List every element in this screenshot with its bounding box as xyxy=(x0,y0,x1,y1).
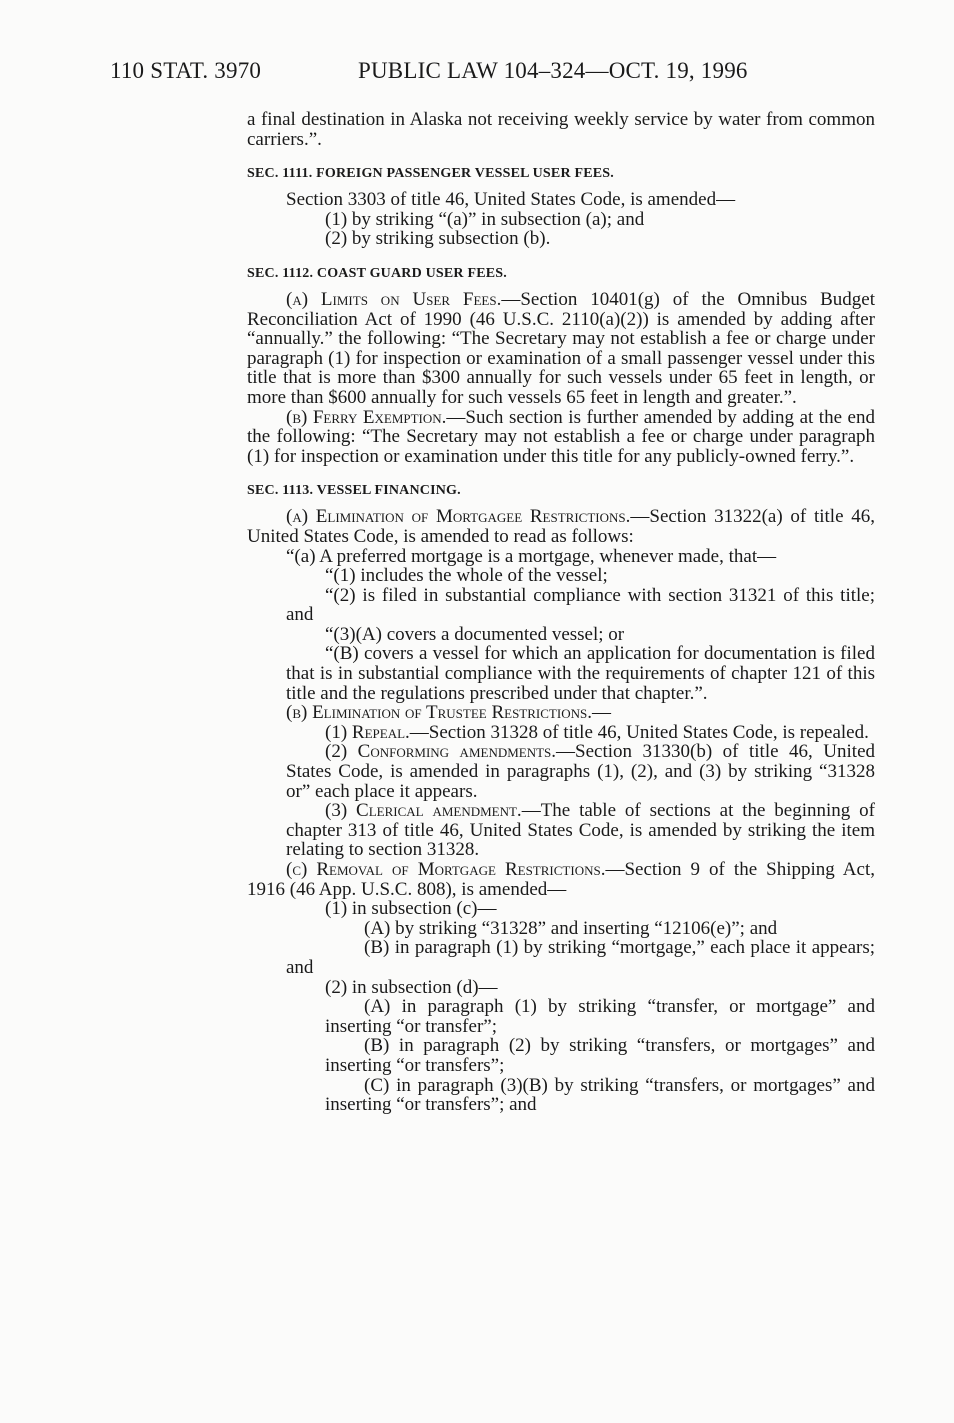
section-heading-1112: SEC. 1112. COAST GUARD USER FEES. xyxy=(247,265,507,281)
list-item: (2) in subsection (d)— xyxy=(325,976,498,998)
subsection-text: —Section 31322(a) of title 46, United States Code, is amended to read as follows: xyxy=(247,506,875,547)
list-item: (2) by striking subsection (b). xyxy=(325,228,551,250)
paragraph-heading: (1) Repeal. xyxy=(325,721,410,743)
list-item: (B) in paragraph (1) by striking “mortgage,” each place it appears; and xyxy=(286,937,875,978)
quoted-paragraph: “(B) covers a vessel for which an application for documentation is filed that is in substantial compliance with the requirements of chapter 121 of this title and the regulations prescribed under that chapter.”. xyxy=(286,643,875,704)
list-item: (1) in subsection (c)— xyxy=(325,898,497,920)
public-law-citation: PUBLIC LAW 104–324—OCT. 19, 1996 xyxy=(358,58,748,83)
subsection-text: —Such section is further amended by adding at the end the following: “The Secretary may not establish a fee or charge under paragraph (1) for inspection or examination under this title for any publicly-owned ferry.”. xyxy=(247,406,875,467)
section-heading-1113: SEC. 1113. VESSEL FINANCING. xyxy=(247,483,461,499)
subsection-text: —Section 10401(g) of the Omnibus Budget Reconciliation Act of 1990 (46 U.S.C. 2110(a)(2)) is amended by adding after “annually.” the following: “The Secretary may not establish a fee or charge under paragraph (1) for inspection or examination of a small passenger vessel under this title that is more than $300 annually for such vessels under 65 feet in length, or more than $600 annually for such vessels 65 feet in length and greater.”. xyxy=(247,288,875,408)
paragraph xyxy=(247,723,875,743)
paragraph xyxy=(247,703,875,723)
paragraph xyxy=(247,860,875,899)
quoted-paragraph: “(1) includes the whole of the vessel; xyxy=(325,565,608,587)
list-item: (A) by striking “31328” and inserting “12106(e)”; and xyxy=(364,917,778,939)
subsection-heading: (a) Limits on User Fees. xyxy=(286,288,502,310)
quoted-paragraph: “(2) is filed in substantial compliance with section 31321 of this title; and xyxy=(286,584,875,626)
quoted-paragraph: “(a) A preferred mortgage is a mortgage, whenever made, that— xyxy=(286,545,777,567)
subsection-heading: (b) Elimination of Trustee Restrictions. xyxy=(286,702,592,724)
paragraph-text: —The table of sections at the beginning of chapter 313 of title 46, United States Code, is amended by striking the item relating to section 31328. xyxy=(286,800,875,861)
paragraph xyxy=(247,801,875,860)
document-body xyxy=(247,110,875,1115)
list-item: (A) in paragraph (1) by striking “transfer, or mortgage” and inserting “or transfer”; xyxy=(325,996,875,1037)
subsection-heading: (a) Elimination of Mortgagee Restrictions. xyxy=(286,506,631,528)
quoted-paragraph: “(3)(A) covers a documented vessel; or xyxy=(325,623,625,645)
paragraph xyxy=(247,507,875,546)
section-heading-1111: SEC. 1111. FOREIGN PASSENGER VESSEL USER FEES. xyxy=(247,166,614,182)
subsection-text: — xyxy=(591,702,611,724)
paragraph-heading: (3) Clerical amendment. xyxy=(325,800,522,822)
paragraph-text: —Section 31330(b) of title 46, United States Code, is amended in paragraphs (1), (2), and (3) by striking “31328 or” each place it appears. xyxy=(286,741,876,802)
paragraph: a final destination in Alaska not receiving weekly service by water from common carriers.”. xyxy=(247,109,875,150)
paragraph xyxy=(247,742,875,801)
list-item: (C) in paragraph (3)(B) by striking “transfers, or mortgages” and inserting “or transfers”; and xyxy=(325,1074,875,1116)
subsection-heading: (c) Removal of Mortgage Restrictions. xyxy=(286,859,606,880)
paragraph: Section 3303 of title 46, United States Code, is amended— xyxy=(286,189,736,211)
paragraph xyxy=(247,408,875,467)
running-header xyxy=(110,58,914,92)
paragraph xyxy=(247,290,875,408)
paragraph-heading: (2) Conforming amendments. xyxy=(325,741,557,763)
list-item: (B) in paragraph (2) by striking “transfers, or mortgages” and inserting “or transfers”; xyxy=(325,1035,875,1076)
statute-page-number: 110 STAT. 3970 xyxy=(110,58,262,83)
subsection-heading: (b) Ferry Exemption. xyxy=(286,406,447,428)
subsection-text: —Section 9 of the Shipping Act, 1916 (46 App. U.S.C. 808), is amended— xyxy=(247,859,875,900)
paragraph-text: —Section 31328 of title 46, United States Code, is repealed. xyxy=(409,721,869,743)
list-item: (1) by striking “(a)” in subsection (a); and xyxy=(325,208,645,230)
